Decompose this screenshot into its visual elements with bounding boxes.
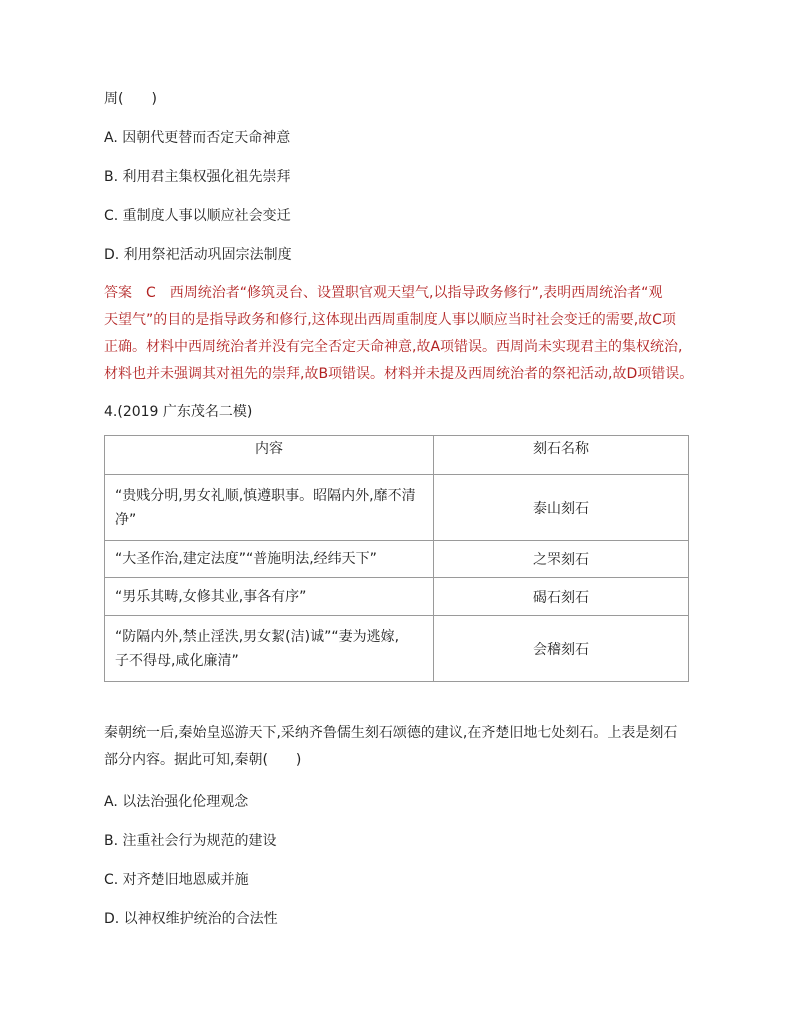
q4-option-a: A. 以法治强化伦理观念	[104, 794, 249, 810]
q4-option-c: C. 对齐楚旧地恩威并施	[104, 872, 249, 888]
table-cell-content	[105, 541, 434, 578]
content-line: 子不得母,咸化廉清”	[115, 652, 239, 669]
q3-option-c: C. 重制度人事以顺应社会变迁	[104, 208, 291, 224]
table-row	[105, 541, 689, 578]
table-cell-content	[105, 616, 434, 682]
content-line: 净”	[115, 511, 137, 528]
answer-text-1: 西周统治者“修筑灵台、设置职官观天望气,以指导政务修行”,表明西周统治者“观	[169, 285, 663, 301]
table-header-row	[105, 436, 689, 475]
table-row	[105, 578, 689, 616]
content-line: “防隔内外,禁止淫泆,男女絜(洁)诚”“妻为逃嫁,	[115, 628, 400, 645]
table-cell-content	[105, 475, 434, 541]
table-row	[105, 616, 689, 682]
table-cell-name: 泰山刻石	[434, 475, 689, 541]
answer-line-3: 正确。材料中西周统治者并没有完全否定天命神意,故A项错误。西周尚未实现君主的集权统治,	[104, 339, 683, 355]
q4-header: 4.(2019 广东茂名二模)	[104, 404, 253, 420]
content-line: “贵贱分明,男女礼顺,慎遵职事。昭隔内外,靡不清	[115, 487, 416, 504]
q4-stem	[104, 720, 704, 774]
q3-option-b: B. 利用君主集权强化祖先崇拜	[104, 169, 291, 185]
answer-choice: C	[146, 285, 156, 301]
table-cell-content	[105, 578, 434, 616]
inscription-table	[104, 435, 689, 682]
answer-line-4: 材料也并未强调其对祖先的崇拜,故B项错误。材料并未提及西周统治者的祭祀活动,故D项错误。	[104, 366, 694, 382]
table-header-name: 刻石名称	[434, 436, 689, 475]
table-row	[105, 475, 689, 541]
answer-line-1	[104, 280, 704, 307]
table-cell-name: 之罘刻石	[434, 541, 689, 578]
table-cell-name: 会稽刻石	[434, 616, 689, 682]
answer-label: 答案	[104, 285, 132, 301]
table-header-content: 内容	[105, 436, 434, 475]
q4-option-b: B. 注重社会行为规范的建设	[104, 833, 277, 849]
q4-stem-line-1: 秦朝统一后,秦始皇巡游天下,采纳齐鲁儒生刻石颂德的建议,在齐楚旧地七处刻石。上表是刻石	[104, 725, 678, 741]
q4-option-d: D. 以神权维护统治的合法性	[104, 911, 278, 927]
content-line: “男乐其畴,女修其业,事各有序”	[115, 588, 307, 605]
q3-option-a: A. 因朝代更替而否定天命神意	[104, 130, 291, 146]
q3-option-d: D. 利用祭祀活动巩固宗法制度	[104, 247, 292, 263]
table-cell-name: 碣石刻石	[434, 578, 689, 616]
content-line: “大圣作治,建定法度”“普施明法,经纬天下”	[115, 551, 377, 567]
q3-stem-tail: 周( )	[104, 91, 157, 107]
answer-line-2: 天望气”的目的是指导政务和修行,这体现出西周重制度人事以顺应当时社会变迁的需要,故C项	[104, 312, 676, 328]
q3-answer	[104, 280, 704, 388]
q4-stem-line-2: 部分内容。据此可知,秦朝( )	[104, 752, 302, 768]
